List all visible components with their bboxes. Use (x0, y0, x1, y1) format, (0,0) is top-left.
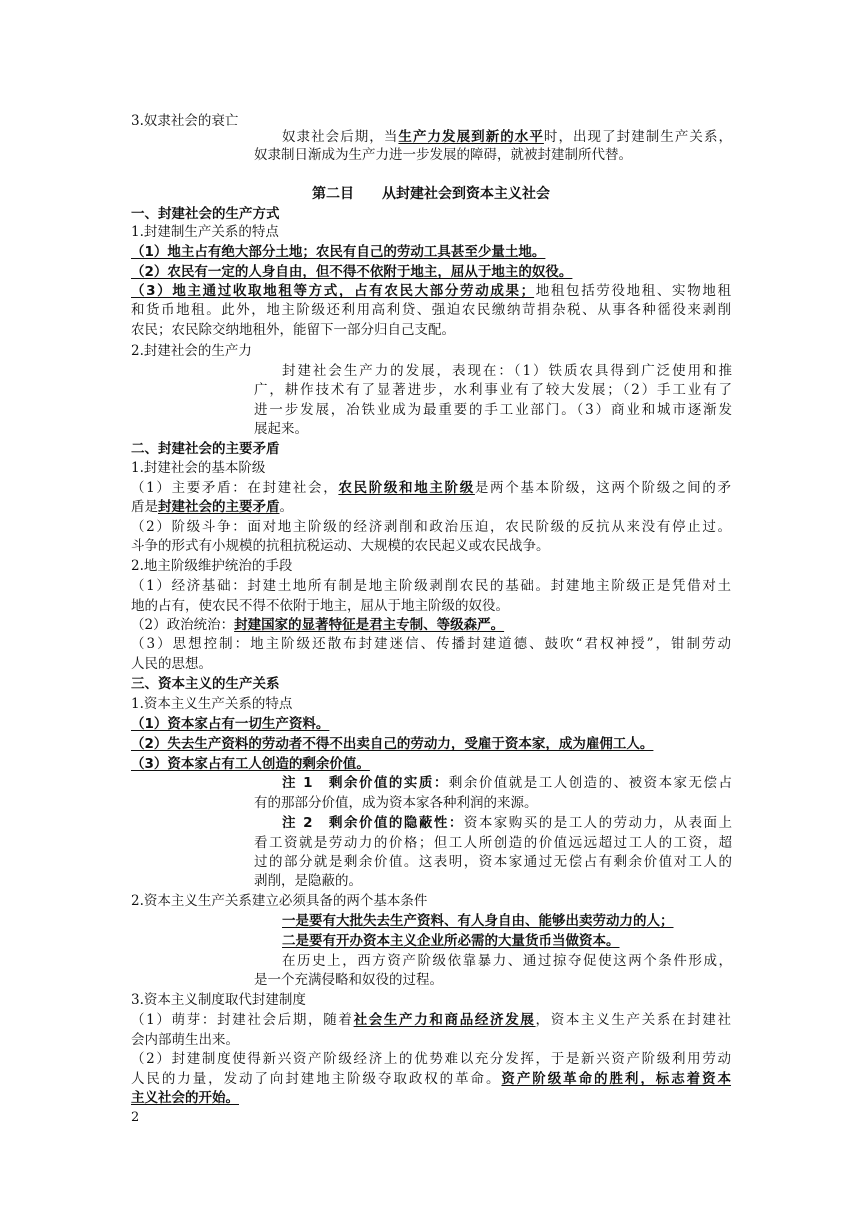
section-title-3: 三、资本主义的生产关系 (131, 676, 280, 692)
subheading: 2.资本主义生产关系建立必须具备的两个基本条件 (131, 893, 428, 909)
note-line: 看工资就是劳动力的价格；但工人所创造的价值远远超过工人的工资，超 (254, 835, 732, 851)
page-number: 2 (131, 1110, 140, 1125)
subheading: 2.封建社会的生产力 (131, 343, 252, 359)
point-line: （1）地主占有绝大部分土地；农民有自己的劳动工具甚至少量土地。 (131, 244, 546, 260)
paragraph-line: 人民的思想。 (131, 656, 212, 672)
point-line: （3）地主通过收取地租等方式，占有农民大部分劳动成果；地租包括劳役地租、实物地租 (131, 283, 731, 299)
paragraph-line: 广，耕作技术有了显著进步，水利事业有了较大发展；（2）手工业有了 (254, 382, 732, 398)
paragraph-line: 是一个充满侵略和奴役的过程。 (254, 972, 443, 988)
paragraph-line: 斗争的形式有小规模的抗租抗税运动、大规模的农民起义或农民战争。 (131, 538, 550, 554)
note-line: 剥削，是隐蔽的。 (254, 873, 362, 889)
paragraph-line: 主义社会的开始。 (131, 1090, 239, 1106)
note-line: 注 1 剩余价值的实质：剩余价值就是工人创造的、被资本家无偿占 (282, 775, 733, 791)
note-line: 有的那部分价值，成为资本家各种利润的来源。 (254, 795, 538, 811)
paragraph-line: （3）思想控制：地主阶级还散布封建迷信、传播封建道德、鼓吹“君权神授”，钳制劳动 (131, 636, 731, 652)
subheading: 3.资本主义制度取代封建制度 (131, 992, 306, 1008)
paragraph-line: 封建社会生产力的发展，表现在：（1）铁质农具得到广泛使用和推 (282, 363, 732, 379)
paragraph-line: 农民；农民除交纳地租外，能留下一部分归自己支配。 (131, 322, 455, 338)
paragraph-line: 在历史上，西方资产阶级依靠暴力、通过掠夺促使这两个条件形成， (282, 953, 732, 969)
paragraph-line: 地的占有，使农民不得不依附于地主，屈从于地主阶级的奴役。 (131, 598, 509, 614)
paragraph-line: （1）主要矛盾：在封建社会，农民阶级和地主阶级是两个基本阶级，这两个阶级之间的矛 (131, 480, 732, 496)
paragraph-line: 人民的力量，发动了向封建地主阶级夺取政权的革命。资产阶级革命的胜利，标志着资本 (131, 1071, 732, 1087)
section-title-2: 二、封建社会的主要矛盾 (131, 441, 280, 457)
paragraph-line: （1）经济基础：封建土地所有制是地主阶级剥削农民的基础。封建地主阶级正是凭借对土 (131, 578, 731, 594)
point-line: （2）失去生产资料的劳动者不得不出卖自己的劳动力，受雇于资本家，成为雇佣工人。 (131, 736, 654, 752)
subheading: 1.资本主义生产关系的特点 (131, 696, 293, 712)
note-line: 注 2 剩余价值的隐蔽性：资本家购买的是工人的劳动力，从表面上 (282, 815, 733, 831)
paragraph-line: 奴隶社会后期，当生产力发展到新的水平时，出现了封建制生产关系， (282, 129, 733, 145)
paragraph-line: 会内部萌生出来。 (131, 1032, 239, 1048)
note-line: 过的部分就是剩余价值。这表明，资本家通过无偿占有剩余价值对工人的 (254, 854, 732, 870)
subheading-slave-decline: 3.奴隶社会的衰亡 (131, 113, 239, 129)
paragraph-line: 盾是封建社会的主要矛盾。 (131, 499, 293, 515)
paragraph-line: 奴隶制日渐成为生产力进一步发展的障碍，就被封建制所代替。 (254, 147, 632, 163)
paragraph-line: （2）封建制度使得新兴资产阶级经济上的优势难以充分发挥，于是新兴资产阶级利用劳动 (131, 1051, 731, 1067)
subheading: 1.封建社会的基本阶级 (131, 460, 266, 476)
condition-line: 一是要有大批失去生产资料、有人身自由、能够出卖劳动力的人； (282, 913, 674, 929)
subheading: 2.地主阶级维护统治的手段 (131, 558, 293, 574)
section-title-1: 一、封建社会的生产方式 (131, 206, 280, 222)
paragraph-line: （2）阶级斗争：面对地主阶级的经济剥削和政治压迫，农民阶级的反抗从来没有停止过。 (131, 519, 731, 535)
paragraph-line: （1）萌芽：封建社会后期，随着社会生产力和商品经济发展，资本主义生产关系在封建社 (131, 1012, 732, 1028)
paragraph-line: （2）政治统治：封建国家的显著特征是君主专制、等级森严。 (131, 617, 505, 633)
subheading: 1.封建制生产关系的特点 (131, 224, 279, 240)
condition-line: 二是要有开办资本主义企业所必需的大量货币当做资本。 (282, 933, 620, 949)
paragraph-line: 展起来。 (254, 421, 308, 437)
point-line: （2）农民有一定的人身自由，但不得不依附于地主，屈从于地主的奴役。 (131, 264, 573, 280)
point-line: （1）资本家占有一切生产资料。 (131, 716, 330, 732)
paragraph-line: 和货币地租。此外，地主阶级还利用高利贷、强迫农民缴纳苛捐杂税、从事各种徭役来剥削 (131, 302, 731, 318)
section-heading: 第二目 从封建社会到资本主义社会 (312, 186, 550, 202)
point-line: （3）资本家占有工人创造的剩余价值。 (131, 756, 370, 772)
paragraph-line: 进一步发展，冶铁业成为最重要的手工业部门。（3）商业和城市逐渐发 (254, 402, 732, 418)
